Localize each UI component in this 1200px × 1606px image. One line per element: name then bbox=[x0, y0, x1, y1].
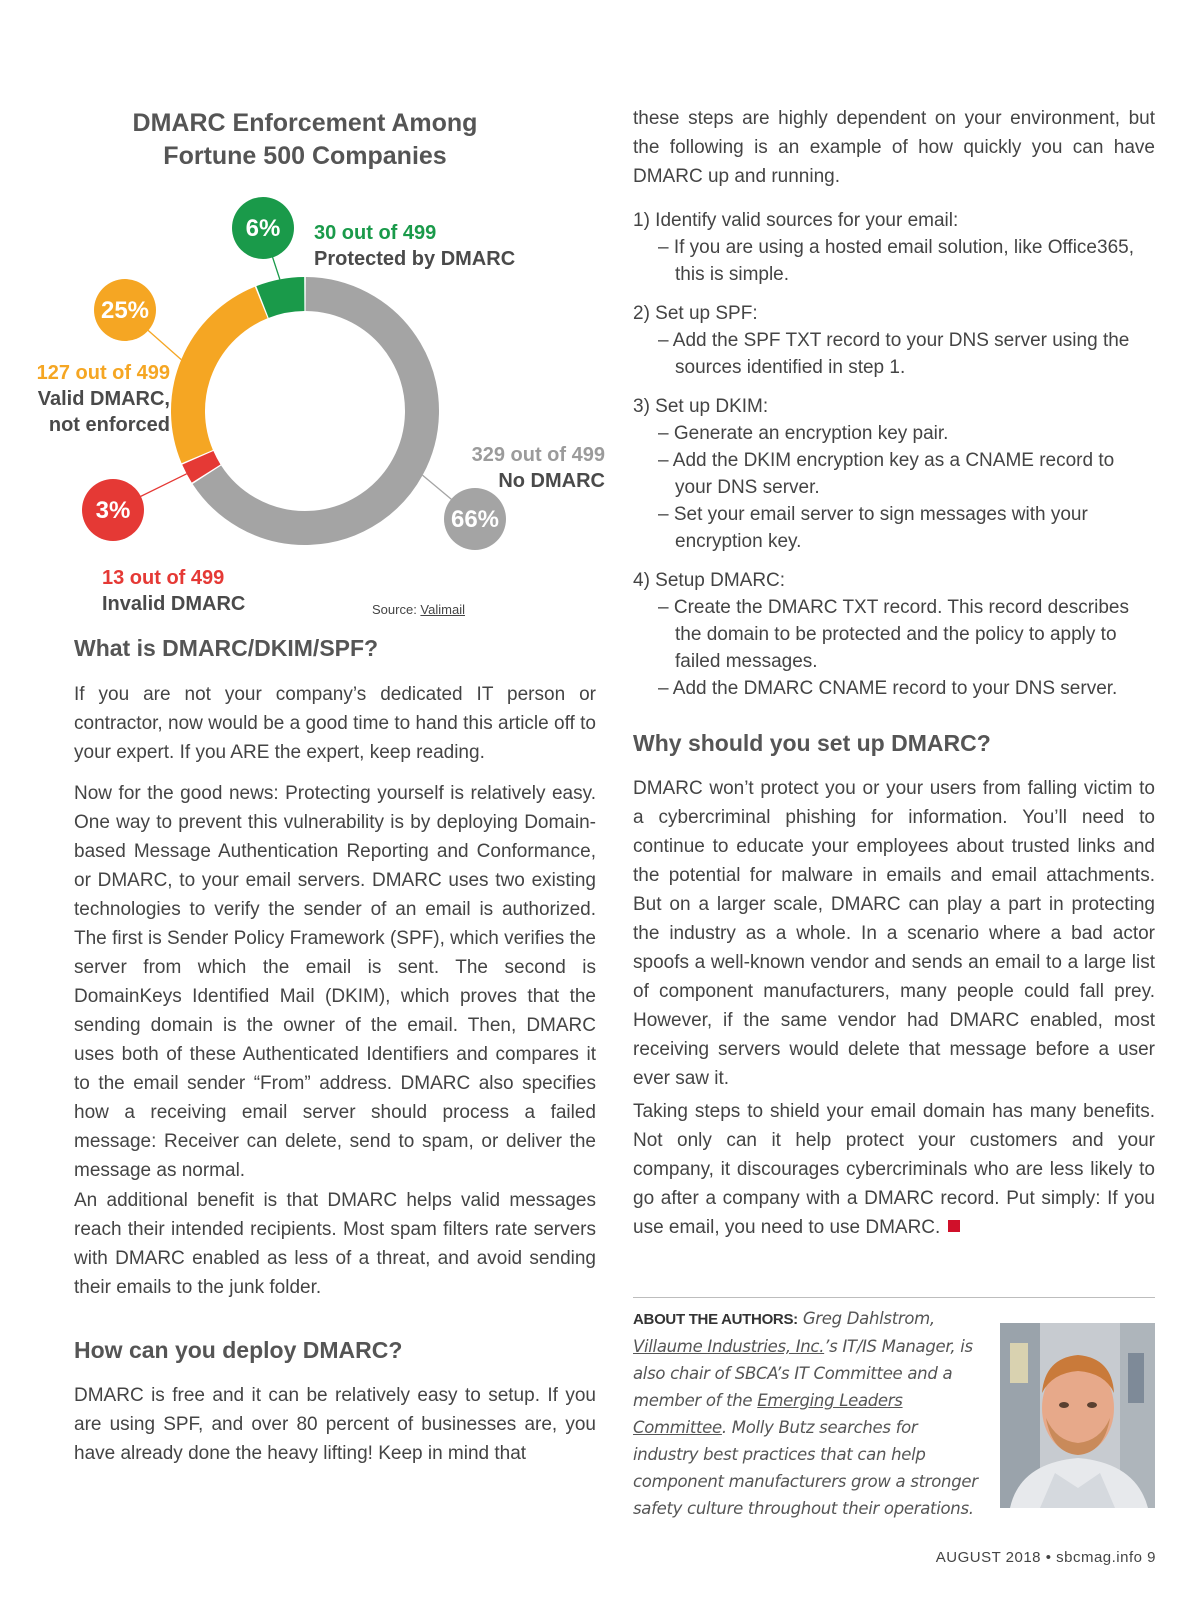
paragraph-benefit: An additional benefit is that DMARC helps valid messages reach their intended recipients. Most spam filters rate servers with DMARC enabled as less of a threat, and avoid sending their emails to the junk folder. bbox=[74, 1190, 596, 1298]
donut-chart bbox=[0, 0, 620, 640]
page-footer: AUGUST 2018 • sbcmag.info 9 bbox=[935, 1549, 1156, 1566]
donut-segment-0 bbox=[263, 294, 305, 302]
emerging-leaders-link[interactable]: Emerging Leaders Committee bbox=[633, 1391, 903, 1437]
paragraph-steps-intro: these steps are highly dependent on your environment, but the following is an example of how quickly you can have DMARC up and running. bbox=[633, 108, 1155, 187]
source-link[interactable]: Valimail bbox=[420, 602, 465, 617]
percent-label-3: 25% bbox=[100, 297, 150, 324]
percent-label-1: 66% bbox=[450, 506, 500, 533]
percent-label-2: 3% bbox=[95, 497, 131, 524]
donut-segment-2 bbox=[198, 458, 206, 474]
step-3: 3) Set up DKIM: bbox=[633, 396, 769, 417]
about-authors: ABOUT THE AUTHORS: Greg Dahlstrom, Villaume Industries, Inc.’s IT/IS Manager, is also chair of SBCA’s IT Committee and a member of the Emerging Leaders Committee. Molly Butz searches for industry best practices that can help component manufacturers grow a stronger safety culture throughout their operations. bbox=[633, 1309, 978, 1518]
chart-title: DMARC Enforcement Among Fortune 500 Companies bbox=[132, 109, 478, 170]
author-photo bbox=[1000, 1323, 1155, 1508]
step-4-item-b: – Add the DMARC CNAME record to your DNS server. bbox=[658, 678, 1118, 699]
paragraph-good-news: Now for the good news: Protecting yourself is relatively easy. One way to prevent this vulnerability is by deploying Domain-based Message Authentication Reporting and Conformance, or DMARC, to your email servers. DMARC uses two existing technologies to verify the sender of an email is authorized. The first is Sender Policy Framework (SPF), which verifies the server from which the email is sent. The second is DomainKeys Identified Mail (DKIM), which proves that the sending domain is the owner of the email. Then, DMARC uses both of these Authenticated Identifiers and compares it to the email sender “From” address. DMARC also specifies how a receiving email server should process a failed message: Receiver can delete, send to spam, or deliver the message as normal. bbox=[74, 783, 596, 1181]
step-4: 4) Setup DMARC: bbox=[633, 570, 786, 591]
paragraph-why-1: DMARC won’t protect you or your users from falling victim to a cybercriminal phishing for information. You’ll need to continue to educate your employees about trusted links and the potential for malware in emails and email attachments. But on a larger scale, DMARC can play a part in protecting the industry as a whole. In a scenario where a bad actor spoofs a well-known vendor and sends an email to a large list of component manufacturers, many people could fall prey. However, if the same vendor had DMARC enabled, most receiving servers would delete that message before a user ever saw it. bbox=[633, 778, 1155, 1089]
heading-what-is-dmarc: What is DMARC/DKIM/SPF? bbox=[74, 635, 379, 661]
villaume-link[interactable]: Villaume Industries, Inc. bbox=[633, 1337, 825, 1356]
step-2: 2) Set up SPF: bbox=[633, 303, 758, 324]
step-4-item-a: – Create the DMARC TXT record. This record describes the domain to be protected and the policy to apply to failed messages. bbox=[658, 597, 1129, 672]
step-1: 1) Identify valid sources for your email: bbox=[633, 210, 959, 231]
divider bbox=[633, 1297, 1155, 1298]
paragraph-deploy: DMARC is free and it can be relatively easy to setup. If you are using SPF, and over 80 percent of businesses are, you have already done the heavy lifting! Keep in mind that bbox=[74, 1385, 596, 1464]
paragraph-why-2: Taking steps to shield your email domain has many benefits. Not only can it help protect your customers and your company, it discourages cybercriminals who are less likely to go after a company with a DMARC record. Put simply: If you use email, you need to use DMARC. bbox=[633, 1101, 1155, 1238]
step-3-item-c: – Set your email server to sign messages with your encryption key. bbox=[658, 504, 1088, 552]
steps-list bbox=[633, 207, 1155, 702]
step-1-item: – If you are using a hosted email solution, like Office365, this is simple. bbox=[658, 237, 1134, 285]
label-not-enforced: 127 out of 499 Valid DMARC, not enforced bbox=[36, 362, 170, 436]
heading-how-deploy: How can you deploy DMARC? bbox=[74, 1337, 403, 1363]
step-3-item-b: – Add the DKIM encryption key as a CNAME record to your DNS server. bbox=[658, 450, 1115, 498]
donut-segment-3 bbox=[188, 303, 261, 457]
end-mark-icon bbox=[948, 1220, 960, 1232]
heading-why-dmarc: Why should you set up DMARC? bbox=[633, 730, 991, 756]
chart-source: Source: Valimail bbox=[372, 602, 465, 617]
percent-label-0: 6% bbox=[245, 215, 281, 242]
paragraph-intro: If you are not your company’s dedicated IT person or contractor, now would be a good time to hand this article off to your expert. If you ARE the expert, keep reading. bbox=[74, 684, 596, 763]
label-no-dmarc: 329 out of 499 No DMARC bbox=[471, 444, 605, 492]
label-protected: 30 out of 499 Protected by DMARC bbox=[314, 222, 516, 270]
label-invalid: 13 out of 499 Invalid DMARC bbox=[102, 567, 246, 615]
step-2-item: – Add the SPF TXT record to your DNS server using the sources identified in step 1. bbox=[658, 330, 1130, 378]
step-3-item-a: – Generate an encryption key pair. bbox=[658, 423, 949, 444]
